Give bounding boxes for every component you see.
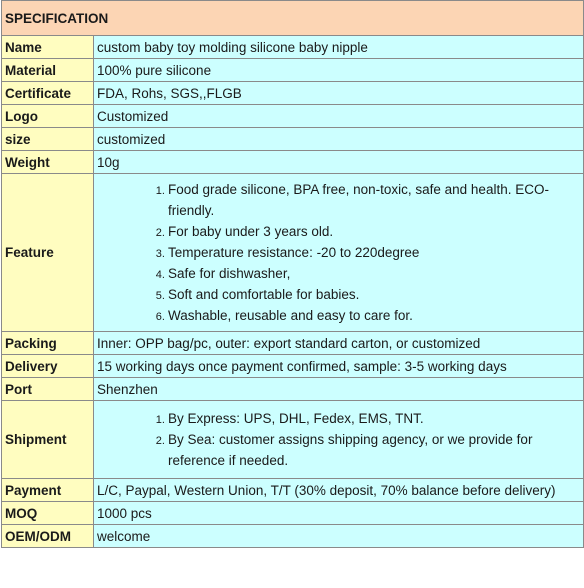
spec-sheet [1,0,583,548]
table-row [2,82,584,105]
row-label-size: size [2,128,94,151]
row-label-name: Name [2,36,94,59]
row-value-name: custom baby toy molding silicone baby nipple [94,36,584,59]
table-row [2,151,584,174]
list-item: 3. Temperature resistance: -20 to 220degree [168,242,583,263]
table-row [2,502,584,525]
row-label-delivery: Delivery [2,355,94,378]
list-item: 2. By Sea: customer assigns shipping agency, or we provide for reference if needed. [168,429,583,471]
table-row [2,128,584,151]
table-row [2,332,584,355]
row-value-material: 100% pure silicone [94,59,584,82]
row-value-port: Shenzhen [94,378,584,401]
row-value-logo: Customized [94,105,584,128]
table-row-feature [2,174,584,332]
table-row-shipment [2,401,584,479]
shipment-list [97,408,583,471]
list-item: 6. Washable, reusable and easy to care for. [168,305,583,326]
row-value-feature [94,174,584,332]
row-label-oem-odm: OEM/ODM [2,525,94,548]
row-label-logo: Logo [2,105,94,128]
row-value-size: customized [94,128,584,151]
row-label-payment: Payment [2,479,94,502]
row-label-moq: MOQ [2,502,94,525]
list-item: 4. Safe for dishwasher, [168,263,583,284]
feature-list [97,179,583,326]
row-value-delivery: 15 working days once payment confirmed, sample: 3-5 working days [94,355,584,378]
table-row [2,36,584,59]
row-label-feature: Feature [2,174,94,332]
spec-table [1,0,584,548]
row-label-shipment: Shipment [2,401,94,479]
table-row [2,59,584,82]
row-label-port: Port [2,378,94,401]
row-value-packing: Inner: OPP bag/pc, outer: export standard carton, or customized [94,332,584,355]
spec-title: SPECIFICATION [2,1,584,36]
table-row [2,355,584,378]
row-label-certificate: Certificate [2,82,94,105]
row-label-weight: Weight [2,151,94,174]
table-row [2,479,584,502]
row-label-packing: Packing [2,332,94,355]
table-row [2,105,584,128]
list-item: 1. Food grade silicone, BPA free, non-toxic, safe and health. ECO-friendly. [168,179,583,221]
row-value-payment: L/C, Paypal, Western Union, T/T (30% deposit, 70% balance before delivery) [94,479,584,502]
list-item: 5. Soft and comfortable for babies. [168,284,583,305]
row-value-shipment [94,401,584,479]
row-value-certificate: FDA, Rohs, SGS,,FLGB [94,82,584,105]
table-row [2,525,584,548]
table-row [2,378,584,401]
row-label-material: Material [2,59,94,82]
row-value-weight: 10g [94,151,584,174]
row-value-moq: 1000 pcs [94,502,584,525]
list-item: 2. For baby under 3 years old. [168,221,583,242]
list-item: 1. By Express: UPS, DHL, Fedex, EMS, TNT. [168,408,583,429]
row-value-oem-odm: welcome [94,525,584,548]
